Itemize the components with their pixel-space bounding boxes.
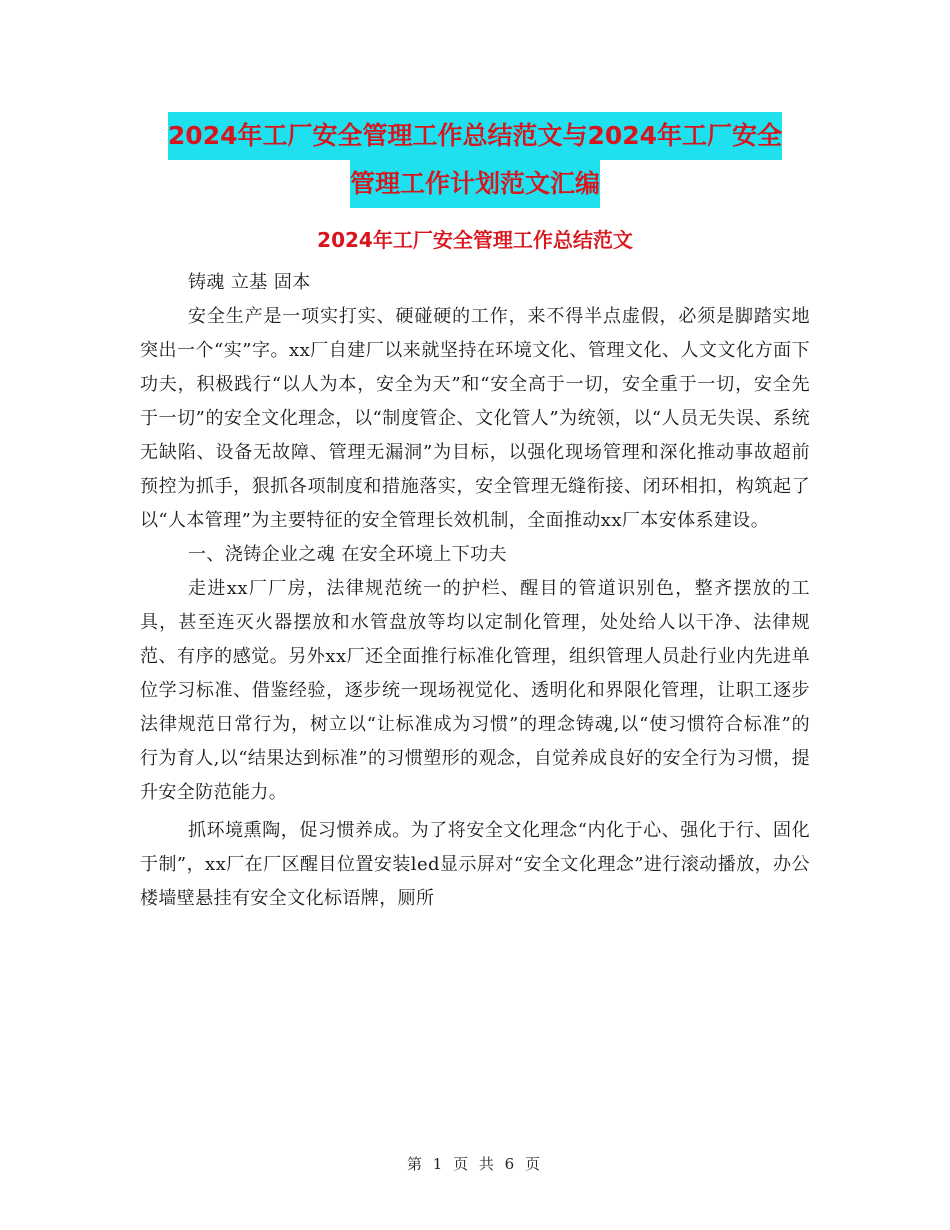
paragraph-intro: 安全生产是一项实打实、硬碰硬的工作，来不得半点虚假，必须是脚踏实地突出一个“实”字。xx厂自建厂以来就坚持在环境文化、管理文化、人文文化方面下功夫，积极践行“以人为本，安全为天”和“安全高于一切，安全重于一切，安全先于一切”的安全文化理念，以“制度管企、文化管人”为统领，以“人员无失误、系统无缺陷、设备无故障、管理无漏洞”为目标，以强化现场管理和深化推动事故超前预控为抓手，狠抓各项制度和措施落实，安全管理无缝衔接、闭环相扣，构筑起了以“人本管理”为主要特征的安全管理长效机制，全面推动xx厂本安体系建设。 bbox=[140, 306, 810, 531]
document-title bbox=[140, 112, 810, 208]
section-subtitle: 2024年工厂安全管理工作总结范文 bbox=[317, 228, 633, 252]
page-footer: 第 1 页 共 6 页 bbox=[407, 1155, 543, 1173]
paragraph-workshop: 走进xx厂厂房，法律规范统一的护栏、醒目的管道识别色，整齐摆放的工具，甚至连灭火器摆放和水管盘放等均以定制化管理，处处给人以干净、法律规范、有序的感觉。另外xx厂还全面推行标准化管理，组织管理人员赴行业内先进单位学习标准、借鉴经验，逐步统一现场视觉化、透明化和界限化管理，让职工逐步法律规范日常行为，树立以“让标准成为习惯”的理念铸魂,以“使习惯符合标准”的行为育人,以“结果达到标准”的习惯塑形的观念，自觉养成良好的安全行为习惯，提升安全防范能力。 bbox=[140, 578, 810, 803]
title-line-2: 管理工作计划范文汇编 bbox=[350, 160, 600, 208]
document-body bbox=[140, 266, 810, 916]
paragraph-heading-motto: 铸魂 立基 固本 bbox=[188, 272, 311, 293]
paragraph-environment: 抓环境熏陶，促习惯养成。为了将安全文化理念“内化于心、强化于行、固化于制”，xx厂在厂区醒目位置安装led显示屏对“安全文化理念”进行滚动播放，办公楼墙壁悬挂有安全文化标语牌，厕所 bbox=[140, 820, 810, 909]
title-line-1: 2024年工厂安全管理工作总结范文与2024年工厂安全 bbox=[168, 112, 782, 160]
paragraph-section-heading: 一、浇铸企业之魂 在安全环境上下功夫 bbox=[188, 544, 507, 565]
